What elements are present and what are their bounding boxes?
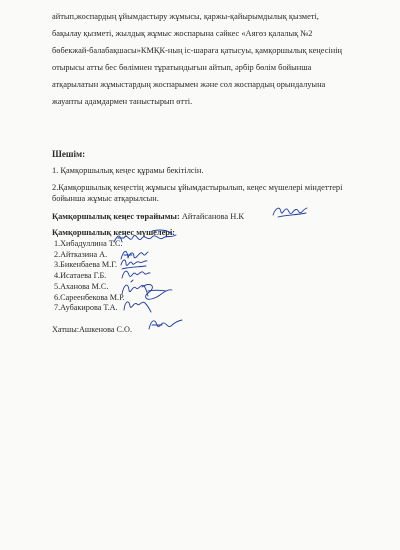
secretary-name: Ашкенова С.О. [79,325,133,334]
secretary-row [52,325,132,335]
decision-item-2-line-2: бойынша жұмыс атқарылсын. [52,194,159,203]
intro-line: айтып,жоспардың ұйымдастыру жұмысы, қаржы-қайырымдылық қызметі, [52,12,319,21]
intro-line: отырысы атты бес бөлімнен тұратындығын айтып, әрбір бөлім бойынша [52,63,312,72]
decision-item-1: 1. Қамқоршылық кеңес құрамы бекітілсін. [52,166,204,175]
decision-item-2-line-1: 2.Қамқоршылық кеңестің жұмысы ұйымдастырылып, кеңес мүшелері міндеттері [52,183,343,192]
intro-line: атқарылатын жұмыстардың жоспарымен және сол жоспардың орындалуына [52,80,326,89]
member-item: 5.Аханова М.С. [54,282,109,291]
members-heading: Қамқоршылық кеңес мүшелері: [52,228,176,237]
member-item: 4.Исатаева Г.Б. [54,271,107,280]
chair-row [52,211,244,223]
chair-label: Қамқоршылық кеңес төрайымы: [52,212,180,221]
member-item: 1.Хибадуллина Т.С. [54,239,123,248]
intro-line: бақылау қызметі, жылдық жұмыс жоспарына сәйкес «Аягөз қалалық №2 [52,29,313,38]
chair-name: Айтайсанова Н.К [181,212,244,221]
decision-heading: Шешім: [52,149,86,159]
member-item: 3.Бикенбаева М.Г. [54,260,118,269]
chair-signature [270,203,310,221]
member-item: 7.Аубакирова Т.А. [54,303,118,312]
secretary-signature [146,314,186,334]
intro-line: жауапты адамдармен таныстырып өтті. [52,97,193,106]
intro-line: бөбекжай-балабақшасы»КМҚК-ның іс-шараға қатысуы, қамқоршылық кеңесінің [52,46,343,55]
secretary-label: Хатшы: [52,325,79,334]
member-item: 2.Айтказина А. [54,250,108,259]
member-item: 6.Сареенбекова М.Р. [54,293,125,302]
member-signature [120,295,154,315]
